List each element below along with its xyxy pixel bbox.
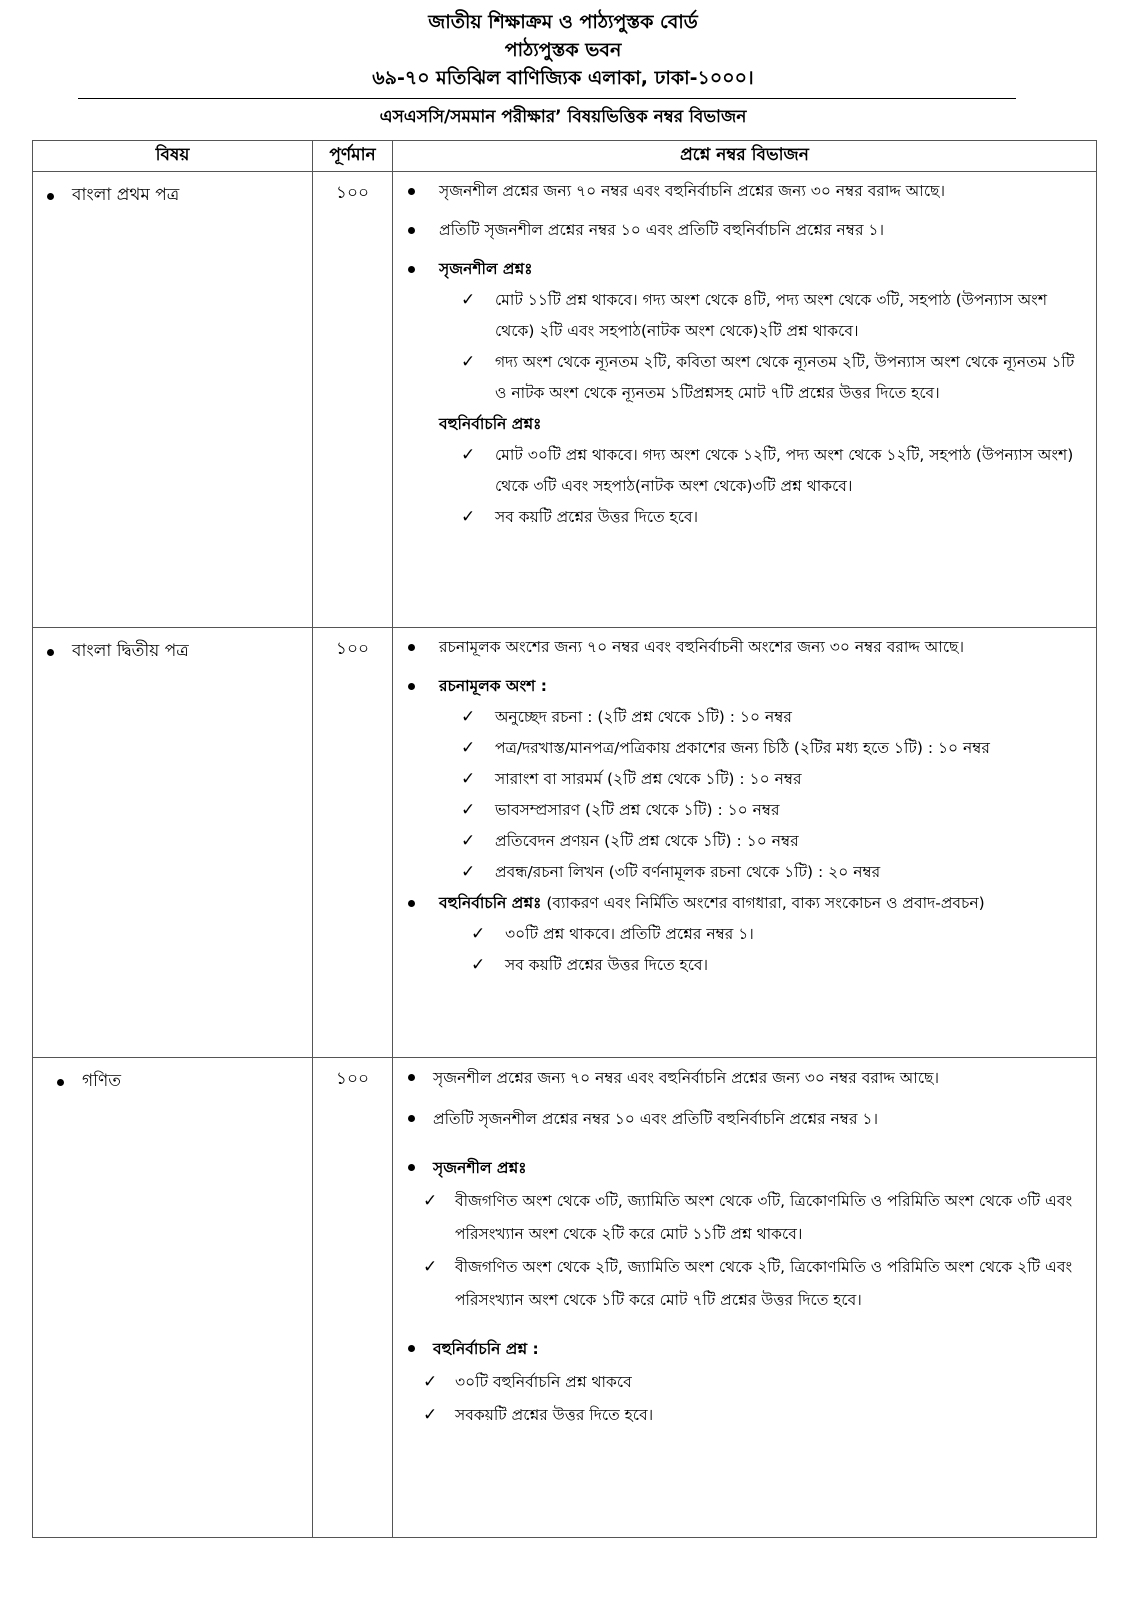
check-mark-icon: ✓ — [471, 924, 486, 944]
list-item: ✓ ভাবসম্প্রসারণ (২টি প্রশ্ন থেকে ১টি) : ১০ নম্বর — [405, 795, 1086, 826]
table-header-row — [33, 141, 1097, 172]
list-item: ✓ ৩০টি বহুনির্বাচনি প্রশ্ন থাকবে — [405, 1366, 1086, 1399]
table-row — [33, 628, 1097, 1058]
subject-name: বাংলা প্রথম পত্র — [72, 185, 180, 205]
bullet-dot-icon — [408, 1345, 415, 1352]
bullet-dot-icon — [408, 644, 415, 651]
section-label: বহুনির্বাচনি প্রশ্নঃ — [439, 415, 542, 433]
table-row — [33, 172, 1097, 628]
check-mark-icon: ✓ — [423, 1372, 438, 1392]
list-item: ✓ সব কয়টি প্রশ্নের উত্তর দিতে হবে। — [405, 950, 1086, 981]
bullet-dot-icon — [408, 227, 415, 234]
list-item: সৃজনশীল প্রশ্নের জন্য ৭০ নম্বর এবং বহুনির্বাচনি প্রশ্নের জন্য ৩০ নম্বর বরাদ্দ আছে। — [405, 1062, 1086, 1095]
subject-name: বাংলা দ্বিতীয় পত্র — [72, 641, 189, 661]
list-item: ✓ বীজগণিত অংশ থেকে ৩টি, জ্যামিতি অংশ থেকে ৩টি, ত্রিকোণমিতি ও পরিমিতি অংশ থেকে ৩টি এবং পরিসংখ্যান অংশ থেকে ২টি করে মোট ১১টি প্রশ্ন থাকবে। — [405, 1185, 1086, 1251]
header-distribution: প্রশ্নে নম্বর বিভাজন — [393, 141, 1097, 172]
full-marks: ১০০ — [335, 639, 370, 659]
list-item: ✓ সারাংশ বা সারমর্ম (২টি প্রশ্ন থেকে ১টি) : ১০ নম্বর — [405, 764, 1086, 795]
list-item: ✓ মোট ১১টি প্রশ্ন থাকবে। গদ্য অংশ থেকে ৪টি, পদ্য অংশ থেকে ৩টি, সহপাঠ (উপন্যাস অংশ থেকে) ২টি এবং সহপাঠ(নাটক অংশ থেকে)২টি প্রশ্ন থাকবে। — [405, 285, 1086, 347]
list-item: সৃজনশীল প্রশ্নঃ — [405, 1152, 1086, 1185]
check-mark-icon: ✓ — [461, 290, 476, 310]
check-mark-icon: ✓ — [461, 862, 476, 882]
subject-cell — [33, 1058, 312, 1096]
list-item: ✓ সবকয়টি প্রশ্নের উত্তর দিতে হবে। — [405, 1399, 1086, 1432]
check-mark-icon: ✓ — [423, 1405, 438, 1425]
subject-cell — [33, 172, 312, 210]
list-item: ✓ অনুচ্ছেদ রচনা : (২টি প্রশ্ন থেকে ১টি) : ১০ নম্বর — [405, 702, 1086, 733]
bullet-dot-icon — [408, 188, 415, 195]
check-mark-icon: ✓ — [461, 769, 476, 789]
check-mark-icon: ✓ — [423, 1257, 438, 1277]
subject-cell — [33, 628, 312, 666]
subject-name: গণিত — [82, 1071, 122, 1091]
check-mark-icon: ✓ — [461, 707, 476, 727]
list-item: রচনামূলক অংশ : — [405, 671, 1086, 702]
list-item: ✓ সব কয়টি প্রশ্নের উত্তর দিতে হবে। — [405, 502, 1086, 533]
check-mark-icon: ✓ — [471, 955, 486, 975]
bullet-dot-icon — [408, 1074, 415, 1081]
header-divider — [78, 98, 1016, 99]
table-row — [33, 1058, 1097, 1538]
bullet-dot-icon — [47, 193, 54, 200]
check-mark-icon: ✓ — [461, 445, 476, 465]
check-mark-icon: ✓ — [461, 507, 476, 527]
distribution-cell — [393, 172, 1096, 533]
building-name: পাঠ্যপুস্তক ভবন — [504, 39, 622, 61]
org-name: জাতীয় শিক্ষাক্রম ও পাঠ্যপুস্তক বোর্ড — [428, 11, 698, 33]
check-mark-icon: ✓ — [461, 352, 476, 372]
distribution-cell — [393, 1058, 1096, 1432]
bullet-dot-icon — [408, 683, 415, 690]
check-mark-icon: ✓ — [461, 738, 476, 758]
list-item: বহুনির্বাচনি প্রশ্নঃ (ব্যাকরণ এবং নির্মিতি অংশের বাগধারা, বাক্য সংকোচন ও প্রবাদ-প্রবচন) — [405, 888, 1086, 919]
header-subject: বিষয় — [33, 141, 313, 172]
marks-table — [32, 140, 1097, 1538]
bullet-dot-icon — [47, 649, 54, 656]
bullet-dot-icon — [408, 900, 415, 907]
distribution-cell — [393, 628, 1096, 981]
list-item: ✓ পত্র/দরখাস্ত/মানপত্র/পত্রিকায় প্রকাশের জন্য চিঠি (২টির মধ্য হতে ১টি) : ১০ নম্বর — [405, 733, 1086, 764]
list-item: প্রতিটি সৃজনশীল প্রশ্নের নম্বর ১০ এবং প্রতিটি বহুনির্বাচনি প্রশ্নের নম্বর ১। — [405, 1103, 1086, 1136]
list-item: ✓ গদ্য অংশ থেকে ন্যূনতম ২টি, কবিতা অংশ থেকে ন্যূনতম ২টি, উপন্যাস অংশ থেকে ন্যূনতম ১টি ও নাটক অংশ থেকে ন্যূনতম ১টিপ্রশ্নসহ মোট ৭টি প্রশ্নের উত্তর দিতে হবে। — [405, 347, 1086, 409]
list-item: ✓ ৩০টি প্রশ্ন থাকবে। প্রতিটি প্রশ্নের নম্বর ১। — [405, 919, 1086, 950]
bullet-dot-icon — [408, 1115, 415, 1122]
bullet-dot-icon — [408, 1164, 415, 1171]
check-mark-icon: ✓ — [423, 1191, 438, 1211]
bullet-dot-icon — [408, 266, 415, 273]
list-item: ✓ বীজগণিত অংশ থেকে ২টি, জ্যামিতি অংশ থেকে ২টি, ত্রিকোণমিতি ও পরিমিতি অংশ থেকে ২টি এবং পরিসংখ্যান অংশ থেকে ১টি করে মোট ৭টি প্রশ্নের উত্তর দিতে হবে। — [405, 1251, 1086, 1317]
full-marks: ১০০ — [335, 183, 370, 203]
document-subtitle: এসএসসি/সমমান পরীক্ষার’ বিষয়ভিত্তিক নম্বর বিভাজন — [379, 107, 747, 127]
list-item: বহুনির্বাচনি প্রশ্ন : — [405, 1333, 1086, 1366]
list-item: সৃজনশীল প্রশ্নের জন্য ৭০ নম্বর এবং বহুনির্বাচনি প্রশ্নের জন্য ৩০ নম্বর বরাদ্দ আছে। — [405, 176, 1086, 207]
header-full-marks: পূর্ণমান — [313, 141, 393, 172]
check-mark-icon: ✓ — [461, 831, 476, 851]
list-item: ✓ প্রবন্ধ/রচনা লিখন (৩টি বর্ণনামূলক রচনা থেকে ১টি) : ২০ নম্বর — [405, 857, 1086, 888]
document-header — [0, 0, 1126, 92]
list-item: প্রতিটি সৃজনশীল প্রশ্নের নম্বর ১০ এবং প্রতিটি বহুনির্বাচনি প্রশ্নের নম্বর ১। — [405, 215, 1086, 246]
address: ৬৯-৭০ মতিঝিল বাণিজ্যিক এলাকা, ঢাকা-১০০০। — [372, 67, 754, 89]
list-item: সৃজনশীল প্রশ্নঃ — [405, 254, 1086, 285]
list-item: রচনামূলক অংশের জন্য ৭০ নম্বর এবং বহুনির্বাচনী অংশের জন্য ৩০ নম্বর বরাদ্দ আছে। — [405, 632, 1086, 663]
bullet-dot-icon — [57, 1079, 64, 1086]
list-item: ✓ মোট ৩০টি প্রশ্ন থাকবে। গদ্য অংশ থেকে ১২টি, পদ্য অংশ থেকে ১২টি, সহপাঠ (উপন্যাস অংশ) থেকে ৩টি এবং সহপাঠ(নাটক অংশ থেকে)৩টি প্রশ্ন থাকবে। — [405, 440, 1086, 502]
full-marks: ১০০ — [335, 1069, 370, 1089]
list-item: ✓ প্রতিবেদন প্রণয়ন (২টি প্রশ্ন থেকে ১টি) : ১০ নম্বর — [405, 826, 1086, 857]
check-mark-icon: ✓ — [461, 800, 476, 820]
